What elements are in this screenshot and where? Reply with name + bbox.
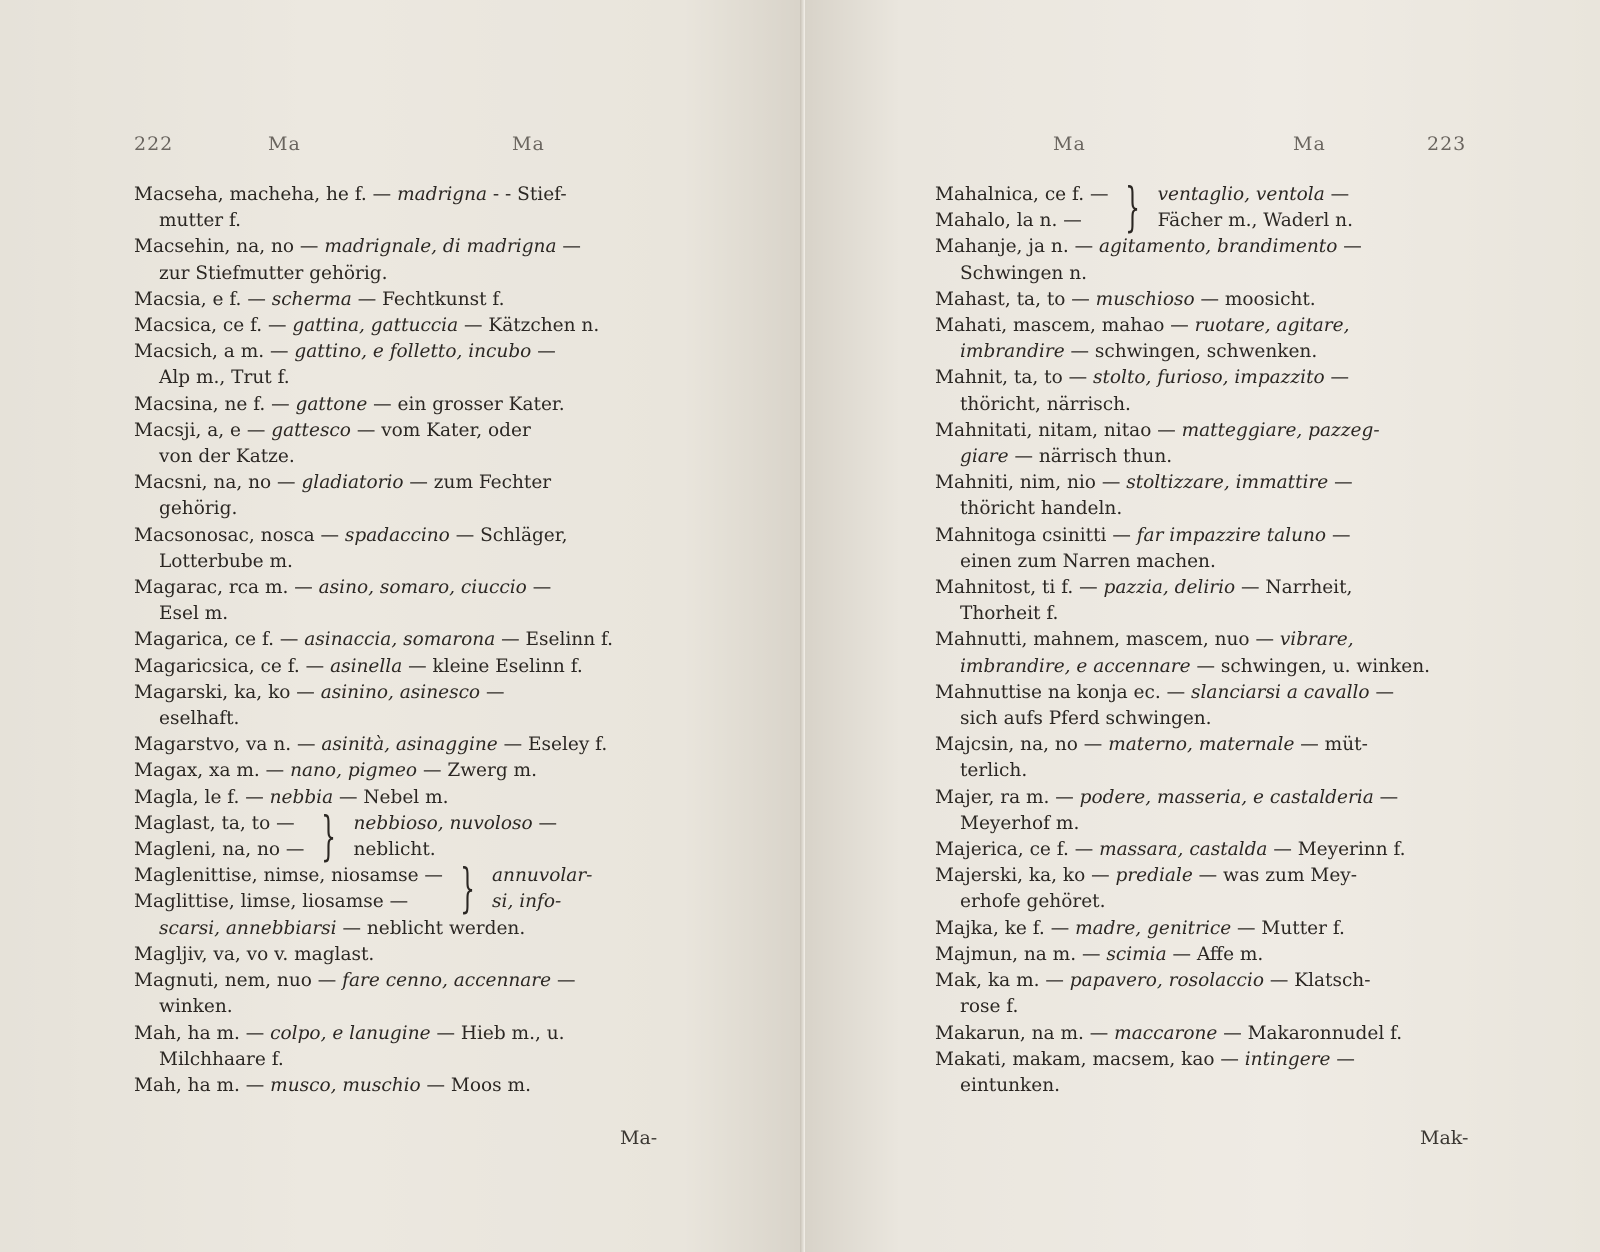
bracket-translation: neblicht.	[353, 839, 436, 861]
dictionary-entry: Macsonosac, nosca — spadaccino — Schläger, Lotterbube m.	[134, 524, 568, 572]
dictionary-entry: Mahati, mascem, mahao — ruotare, agitare, imbrandire — schwingen, schwenken.	[935, 315, 1350, 363]
dictionary-entry: Mahnitost, ti f. — pazzia, delirio — Narrheit, Thorheit f.	[935, 577, 1353, 625]
bracket-translation: ventaglio, ventola —	[1157, 184, 1350, 205]
right-catchword: Mak-	[1420, 1127, 1469, 1149]
bracket-line: Magleni, na, no —	[134, 839, 305, 861]
bracket-group-maglast	[134, 807, 694, 868]
dictionary-entry: Mahnuttise na konja ec. — slanciarsi a cavallo — sich aufs Pferd schwingen.	[935, 681, 1394, 730]
right-header-1: Ma	[1053, 133, 1086, 155]
dictionary-entry: Magla, le f. — nebbia — Nebel m.	[134, 786, 449, 808]
dictionary-entry: Magarica, ce f. — asinaccia, somarona — Eselinn f.	[134, 629, 614, 651]
dictionary-entry: Mahnutti, mahnem, mascem, nuo — vibrare, imbrandire, e accennare — schwingen, u. winken.	[935, 629, 1431, 677]
brace-icon: }	[460, 859, 475, 920]
dictionary-entry: Magarstvo, va n. — asinità, asinaggine — Eseley f.	[134, 734, 608, 756]
dictionary-entry: Makati, makam, macsem, kao — intingere — eintunken.	[935, 1048, 1355, 1096]
dictionary-entry: Macsehin, na, no — madrignale, di madrigna — zur Stiefmutter gehörig.	[134, 236, 581, 284]
right-page-number: 223	[1427, 133, 1467, 155]
dictionary-entry: Macsji, a, e — gattesco — vom Kater, oder von der Katze.	[134, 419, 531, 468]
dictionary-entry: Macsni, na, no — gladiatorio — zum Fechter gehörig.	[134, 472, 552, 520]
right-page	[805, 0, 1600, 1252]
dictionary-entry: Magarac, rca m. — asino, somaro, ciuccio — Esel m.	[134, 577, 552, 625]
bracket-line: Maglittise, limse, liosamse —	[134, 891, 409, 913]
bracket-line: Maglenittise, nimse, niosamse —	[134, 865, 443, 887]
dictionary-entry: Macseha, macheha, he f. — madrigna - - Stief- mutter f.	[134, 184, 567, 232]
dictionary-entry: Mahniti, nim, nio — stoltizzare, immattire — thöricht handeln.	[935, 472, 1353, 520]
brace-icon: }	[1125, 178, 1141, 239]
dictionary-entry: Magax, xa m. — nano, pigmeo — Zwerg m.	[134, 760, 537, 782]
right-header-2: Ma	[1293, 133, 1326, 155]
dictionary-entry: Magnuti, nem, nuo — fare cenno, accennare — winken.	[134, 970, 576, 1018]
dictionary-entry: Macsina, ne f. — gattone — ein grosser Kater.	[134, 393, 565, 415]
left-header-2: Ma	[512, 133, 545, 155]
left-entries	[134, 182, 694, 1099]
dictionary-entry: Magljiv, va, vo v. maglast.	[134, 943, 375, 965]
left-catchword: Ma-	[620, 1127, 658, 1149]
left-header-1: Ma	[268, 133, 301, 155]
bracket-group-mahalnica	[935, 178, 1490, 239]
bracket-translation: Fächer m., Waderl n.	[1157, 210, 1353, 232]
dictionary-entry: Mahnitoga csinitti — far impazzire taluno — einen zum Narren machen.	[935, 524, 1351, 572]
bracket-line: Mahalnica, ce f. —	[935, 184, 1109, 205]
dictionary-entry: Magaricsica, ce f. — asinella — kleine Eselinn f.	[134, 655, 583, 677]
bracket-continuation: scarsi, annebbiarsi — neblicht werden.	[159, 917, 526, 939]
bracket-line: Maglast, ta, to —	[134, 812, 295, 834]
dictionary-entry: Mahnitati, nitam, nitao — matteggiare, pazzeg- giare — närrisch thun.	[935, 419, 1380, 468]
bracket-translation: nebbioso, nuvoloso —	[353, 812, 558, 834]
dictionary-entry: Mah, ha m. — colpo, e lanugine — Hieb m., u. Milchhaare f.	[134, 1022, 565, 1070]
dictionary-entry: Macsica, ce f. — gattina, gattuccia — Kätzchen n.	[134, 315, 600, 337]
dictionary-entry: Macsich, a m. — gattino, e folletto, incubo — Alp m., Trut f.	[134, 341, 556, 389]
dictionary-entry: Majer, ra m. — podere, masseria, e castalderia — Meyerhof m.	[935, 786, 1399, 834]
brace-icon: }	[321, 807, 337, 868]
dictionary-entry: Mah, ha m. — musco, muschio — Moos m.	[134, 1074, 531, 1096]
dictionary-entry: Majmun, na m. — scimia — Affe m.	[935, 943, 1264, 965]
dictionary-entry: Majerica, ce f. — massara, castalda — Meyerinn f.	[935, 839, 1406, 861]
right-entries	[935, 178, 1490, 1099]
bracket-line: Mahalo, la n. —	[935, 210, 1082, 232]
dictionary-entry: Macsia, e f. — scherma — Fechtkunst f.	[134, 288, 505, 310]
dictionary-entry: Magarski, ka, ko — asinino, asinesco — eselhaft.	[134, 681, 505, 730]
dictionary-entry: Majcsin, na, no — materno, maternale — müt- terlich.	[935, 734, 1368, 782]
dictionary-entry: Majerski, ka, ko — prediale — was zum Mey- erhofe gehöret.	[935, 865, 1357, 913]
bracket-translation: annuvolar-	[492, 865, 593, 887]
dictionary-entry: Mak, ka m. — papavero, rosolaccio — Klatsch- rose f.	[935, 970, 1371, 1018]
dictionary-entry: Mahast, ta, to — muschioso — moosicht.	[935, 288, 1316, 310]
dictionary-entry: Makarun, na m. — maccarone — Makaronnudel f.	[935, 1022, 1403, 1044]
dictionary-entry: Mahnit, ta, to — stolto, furioso, impazzito — thöricht, närrisch.	[935, 367, 1350, 415]
dictionary-entry: Majka, ke f. — madre, genitrice — Mutter f.	[935, 917, 1345, 939]
bracket-translation: si, info-	[492, 891, 562, 913]
dictionary-entry: Mahanje, ja n. — agitamento, brandimento — Schwingen n.	[935, 236, 1362, 284]
bracket-group-maglenittise	[134, 859, 694, 942]
left-page-number: 222	[134, 133, 174, 155]
